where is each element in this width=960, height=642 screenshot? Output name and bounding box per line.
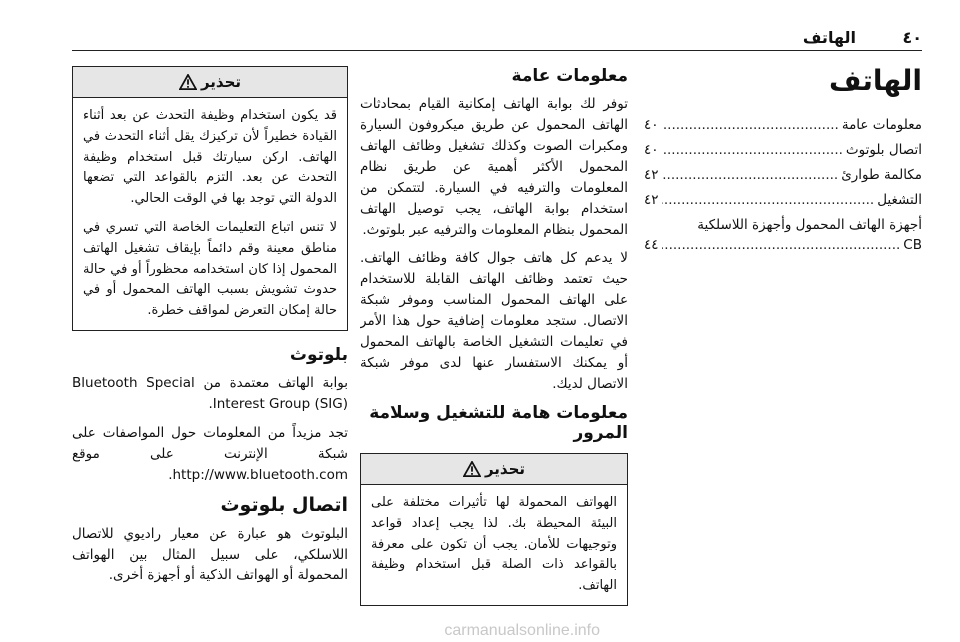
toc-entry-label: اتصال بلوتوث [845, 141, 922, 158]
toc-entry-page: ٤٢ [644, 166, 659, 183]
toc-entry-page: ٤٠ [644, 141, 659, 158]
warning-title: تحذير [200, 73, 242, 91]
toc-leader [662, 165, 839, 186]
page-number: ٤٠ [902, 28, 922, 47]
toc-entry[interactable] [644, 190, 922, 211]
section-title-general: معلومات عامة [511, 66, 628, 86]
toc-entry-label: معلومات عامة [841, 117, 922, 133]
header-rule [72, 50, 922, 51]
section-title-bluetooth-connection: اتصال بلوتوث [220, 493, 348, 516]
warning-header [361, 454, 627, 485]
bluetooth-column [72, 60, 348, 622]
toc-entry-page: ٤٠ [644, 117, 659, 133]
warning-box [72, 66, 348, 331]
warning-triangle-icon [179, 74, 197, 90]
paragraph: توفر لك بوابة الهاتف إمكانية القيام بمحادثات الهاتف المحمول عن طريق ميكروفون السيارة ومكبرات الصوت وكذلك تشغيل وظائف الهاتف المحمول الأكثر أهمية عن طريق نظام المعلومات والترفيه في السيارة. لتتمكن من استخدام بوابة الهاتف، يجب توصيل الهاتف المحمول بنظام المعلومات والترفيه عبر بلوتوث. [360, 96, 628, 238]
page-header [72, 28, 922, 52]
warning-box [360, 453, 628, 606]
section-title-safety: معلومات هامة للتشغيل وسلامة المرور [369, 402, 628, 443]
toc-entry-multiline[interactable] [644, 215, 922, 256]
toc-entry-page: ٤٤ [644, 236, 659, 253]
sig-name: Bluetooth Special Interest Group (SIG) [72, 374, 348, 412]
warning-text: الهواتف المحمولة لها تأثيرات مختلفة على البيئة المحيطة بك. لذا يجب إعداد قواعد وتوجيهات للأمان. يجب أن تكون على معرفة بالقواعد ذات الصلة قبل استخدام وظيفة الهاتف. [371, 494, 617, 594]
paragraph-website: تجد مزيداً من المعلومات حول المواصفات على شبكة الإنترنت على موقع http://www.bluetooth.com. [72, 424, 348, 483]
running-title: الهاتف [802, 28, 856, 47]
toc-leader [662, 115, 839, 136]
warning-text: قد يكون استخدام وظيفة التحدث عن بعد أثناء القيادة خطيراً لأن تركيزك يقل أثناء التحدث في الهاتف. اركن سيارتك قبل استخدام وظيفة التحدث عن بعد. التزم بالقواعد التي تضعها الدولة التي توجد بها في الوقت الحالي. لا تنس اتباع التعليمات الخاصة التي تسري في مناطق معينة وقم دائماً بإيقاف تشغيل الهاتف المحمول إذا كان استخدامه محظوراً أو في حالة حدوث تشويش بسبب الهاتف المحمول أو في حالة إمكان التعرض لمواقف خطرة. [83, 108, 337, 319]
paragraph: لا يدعم كل هاتف جوال كافة وظائف الهاتف. حيث تعتمد وظائف الهاتف القابلة للاستخدام على الهاتف المحمول المناسب وموفر شبكة الاتصال. ستجد معلومات إضافية حول هذا الأمر في تعليمات التشغيل الخاصة بالهاتف المحمول أو يمكنك الاستفسار عنها لدى موفر شبكة الاتصال لديك. [360, 250, 628, 392]
toc-entry[interactable] [644, 165, 922, 186]
toc-entry-page: ٤٢ [644, 191, 659, 208]
toc-entry[interactable] [644, 115, 922, 136]
general-info-column [360, 60, 628, 622]
section-title-bluetooth: بلوتوث [289, 344, 348, 365]
toc-entry-label: التشغيل [877, 191, 922, 208]
toc-leader [662, 140, 843, 161]
warning-header [73, 67, 347, 98]
toc-leader [662, 235, 901, 256]
warning-triangle-icon [463, 461, 481, 477]
chapter-title: الهاتف [829, 64, 922, 97]
toc-column [644, 60, 922, 622]
toc-entry-label: مكالمة طوارئ [841, 166, 922, 183]
bluetooth-url-link[interactable]: http://www.bluetooth.com [172, 466, 348, 483]
watermark: carmanualsonline.info [444, 622, 600, 639]
paragraph-certification: بوابة الهاتف معتمدة من Bluetooth Special Interest Group (SIG). [72, 374, 348, 412]
toc-entry-label-line2: CB [903, 236, 922, 253]
toc-leader [662, 190, 875, 211]
paragraph: البلوتوث هو عبارة عن معيار راديوي للاتصال اللاسلكي، على سبيل المثال بين الهواتف المحمولة أو الهواتف الذكية أو أجهزة أخرى. [72, 525, 348, 584]
toc-entry-label-line1: أجهزة الهاتف المحمول وأجهزة اللاسلكية [697, 216, 922, 233]
warning-title: تحذير [484, 459, 526, 478]
toc-entry[interactable] [644, 140, 922, 161]
